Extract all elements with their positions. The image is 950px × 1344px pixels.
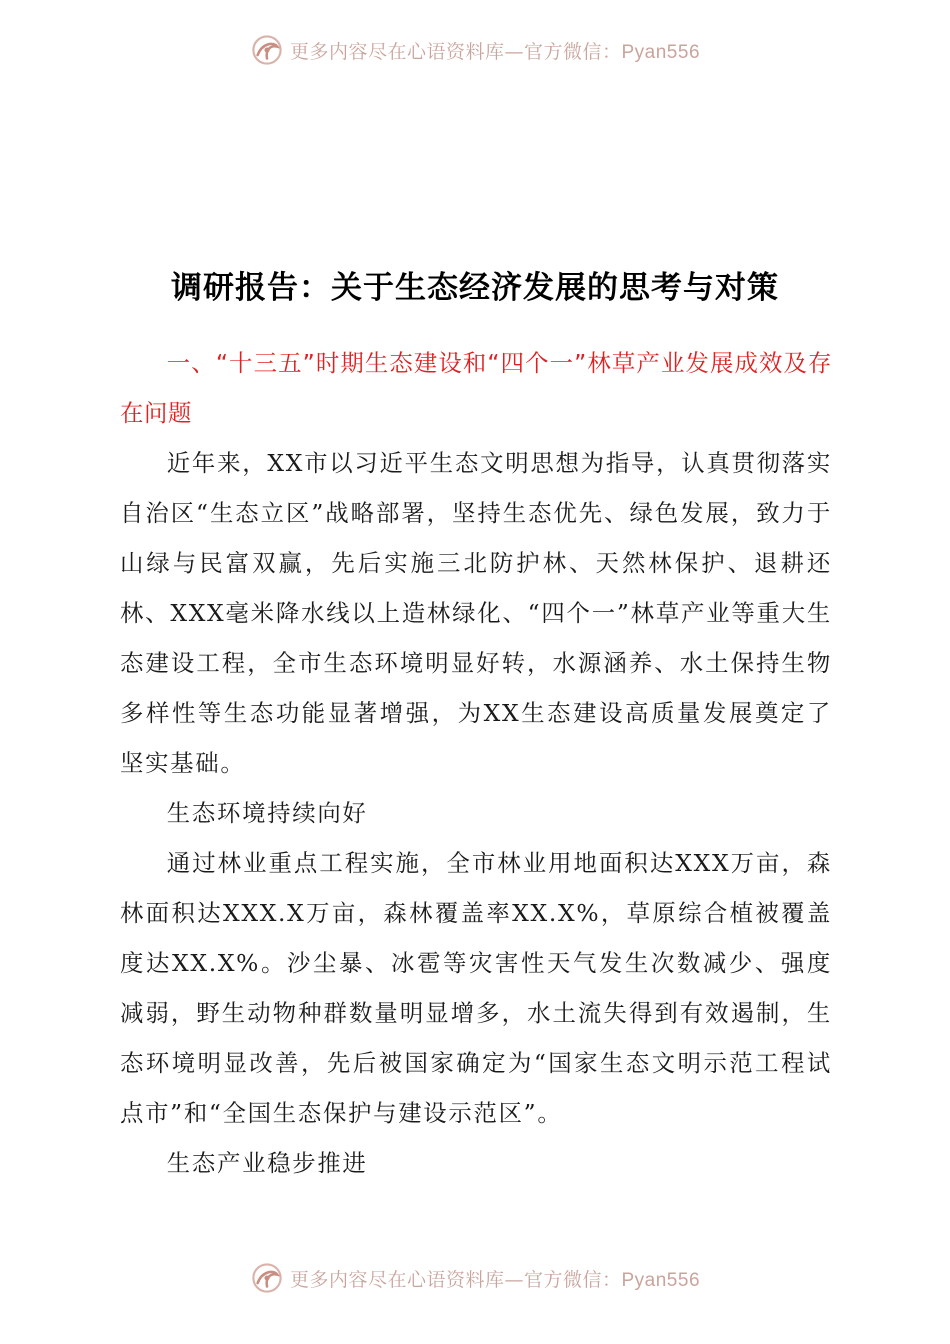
swirl-logo-icon (250, 1261, 284, 1295)
header-watermark-banner (0, 30, 950, 70)
section-heading: 一、“十三五”时期生态建设和“四个一”林草产业发展成效及存在问题 (120, 349, 832, 427)
body-paragraph: 通过林业重点工程实施，全市林业用地面积达XXX万亩，森林面积达XXX.X万亩，森林覆盖率XX.X%，草原综合植被覆盖度达XX.X%。沙尘暴、冰雹等灾害性天气发生次数减少、强度减弱，野生动物种群数量明显增多，水土流失得到有效遏制，生态环境明显改善，先后被国家确定为“国家生态文明示范工程试点市”和“全国生态保护与建设示范区”。 (120, 849, 832, 1127)
document-title: 调研报告：关于生态经济发展的思考与对策 (171, 270, 779, 306)
swirl-logo-icon (250, 33, 284, 67)
body-paragraph: 近年来，XX市以习近平生态文明思想为指导，认真贯彻落实自治区“生态立区”战略部署，坚持生态优先、绿色发展，致力于山绿与民富双赢，先后实施三北防护林、天然林保护、退耕还林、XXX毫米降水线以上造林绿化、“四个一”林草产业等重大生态建设工程，全市生态环境明显好转，水源涵养、水土保持生物多样性等生态功能显著增强，为XX生态建设高质量发展奠定了坚实基础。 (120, 449, 832, 777)
footer-watermark-banner (0, 1258, 950, 1298)
subheading: 生态产业稳步推进 (166, 1149, 368, 1177)
watermark-text: 更多内容尽在心语资料库—官方微信：Pyan556 (289, 40, 701, 63)
watermark-text: 更多内容尽在心语资料库—官方微信：Pyan556 (289, 1268, 701, 1291)
subheading: 生态环境持续向好 (166, 799, 368, 827)
document-body (120, 338, 832, 1188)
